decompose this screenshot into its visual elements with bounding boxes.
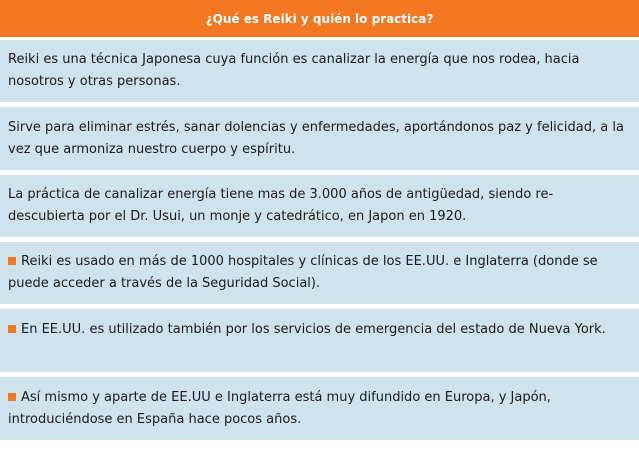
info-text: Reiki es una técnica Japonesa cuya función es canalizar la energía que nos rodea, hacia nosotros y otras personas. (8, 52, 580, 89)
info-text: La práctica de canalizar energía tiene mas de 3.000 años de antigüedad, siendo re-descubierta por el Dr. Usui, un monje y catedrático, en Japon en 1920. (8, 187, 554, 224)
info-row (0, 377, 639, 440)
info-text: Sirve para eliminar estrés, sanar dolencias y enfermedades, aportándonos paz y felicidad, a la vez que armoniza nuestro cuerpo y espíritu. (8, 120, 624, 157)
info-row (0, 242, 639, 304)
section-title: ¿Qué es Reiki y quién lo practica? (205, 12, 434, 26)
orange-square-bullet-icon (8, 325, 16, 333)
info-row (0, 309, 639, 372)
info-text: En EE.UU. es utilizado también por los servicios de emergencia del estado de Nueva York. (21, 322, 606, 337)
info-text: Así mismo y aparte de EE.UU e Inglaterra está muy difundido en Europa, y Japón, introduciéndose en España hace pocos años. (8, 390, 551, 427)
info-row (0, 40, 639, 102)
orange-square-bullet-icon (8, 393, 16, 401)
info-text: Reiki es usado en más de 1000 hospitales y clínicas de los EE.UU. e Inglaterra (donde se puede acceder a través de la Seguridad Social). (8, 254, 598, 291)
info-row (0, 107, 639, 170)
section-header (0, 0, 639, 37)
orange-square-bullet-icon (8, 257, 16, 265)
info-row (0, 175, 639, 237)
